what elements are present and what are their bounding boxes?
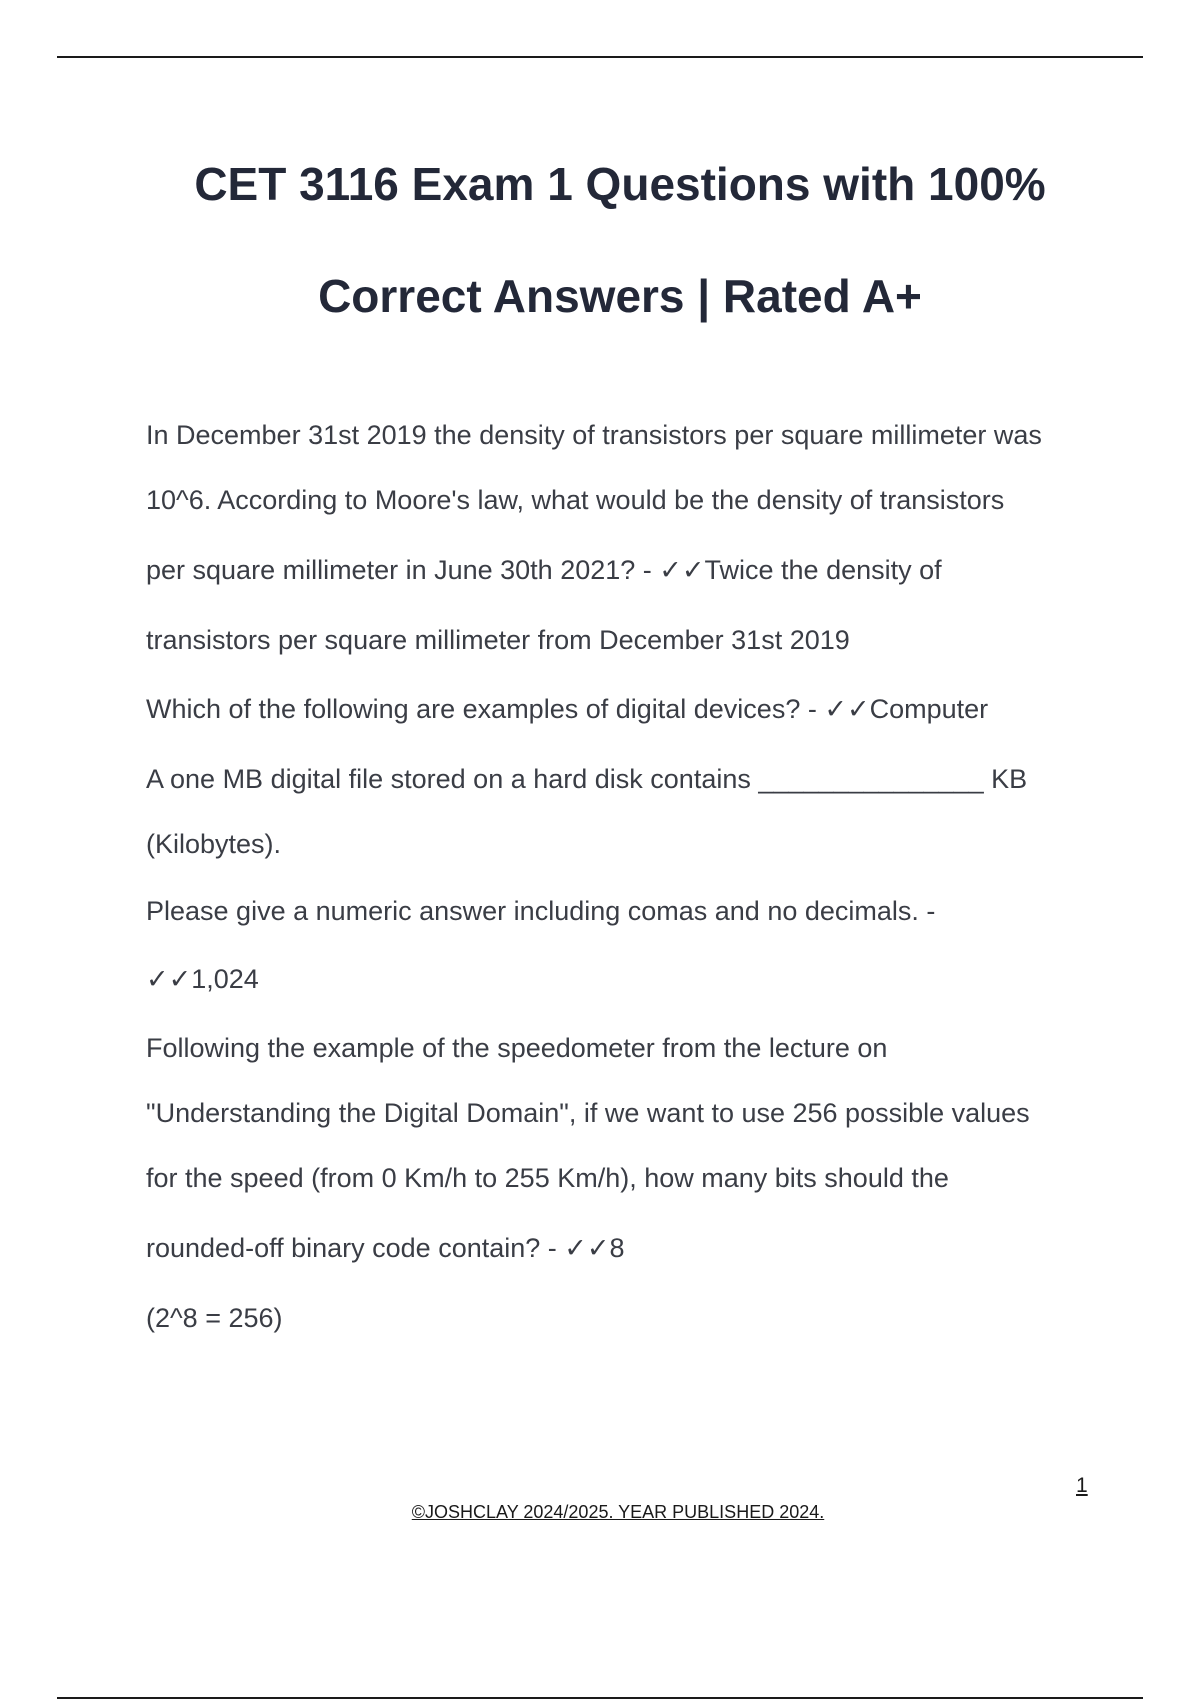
- text-line: Please give a numeric answer including comas and no decimals. -: [146, 896, 936, 926]
- text-line: Following the example of the speedometer from the lecture on: [146, 1033, 888, 1063]
- text-line: per square millimeter in June 30th 2021? - ✓✓Twice the density of: [146, 555, 942, 585]
- page-number: 1: [1076, 1474, 1088, 1497]
- text-line: Which of the following are examples of digital devices? - ✓✓Computer: [146, 694, 989, 724]
- text-line: A one MB digital file stored on a hard disk contains _______________ KB: [146, 764, 1028, 794]
- text-line: transistors per square millimeter from December 31st 2019: [146, 625, 850, 655]
- document-title: [100, 128, 1140, 352]
- bottom-rule: [57, 1697, 1143, 1699]
- text-line: (Kilobytes).: [146, 829, 282, 859]
- text-line: (2^8 = 256): [146, 1303, 283, 1333]
- top-rule: [57, 56, 1143, 58]
- title-line-2: Correct Answers | Rated A+: [318, 270, 922, 322]
- text-line: 10^6. According to Moore's law, what would be the density of transistors: [146, 485, 1005, 515]
- text-line: "Understanding the Digital Domain", if we want to use 256 possible values: [146, 1098, 1030, 1128]
- text-line: rounded-off binary code contain? - ✓✓8: [146, 1233, 625, 1263]
- title-line-1: CET 3116 Exam 1 Questions with 100%: [194, 158, 1046, 210]
- text-line: ✓✓1,024: [146, 964, 259, 994]
- text-line: In December 31st 2019 the density of transistors per square millimeter was: [146, 420, 1042, 450]
- text-line: for the speed (from 0 Km/h to 255 Km/h), how many bits should the: [146, 1163, 949, 1193]
- copyright-footer: ©JOSHCLAY 2024/2025. YEAR PUBLISHED 2024.: [411, 1502, 825, 1522]
